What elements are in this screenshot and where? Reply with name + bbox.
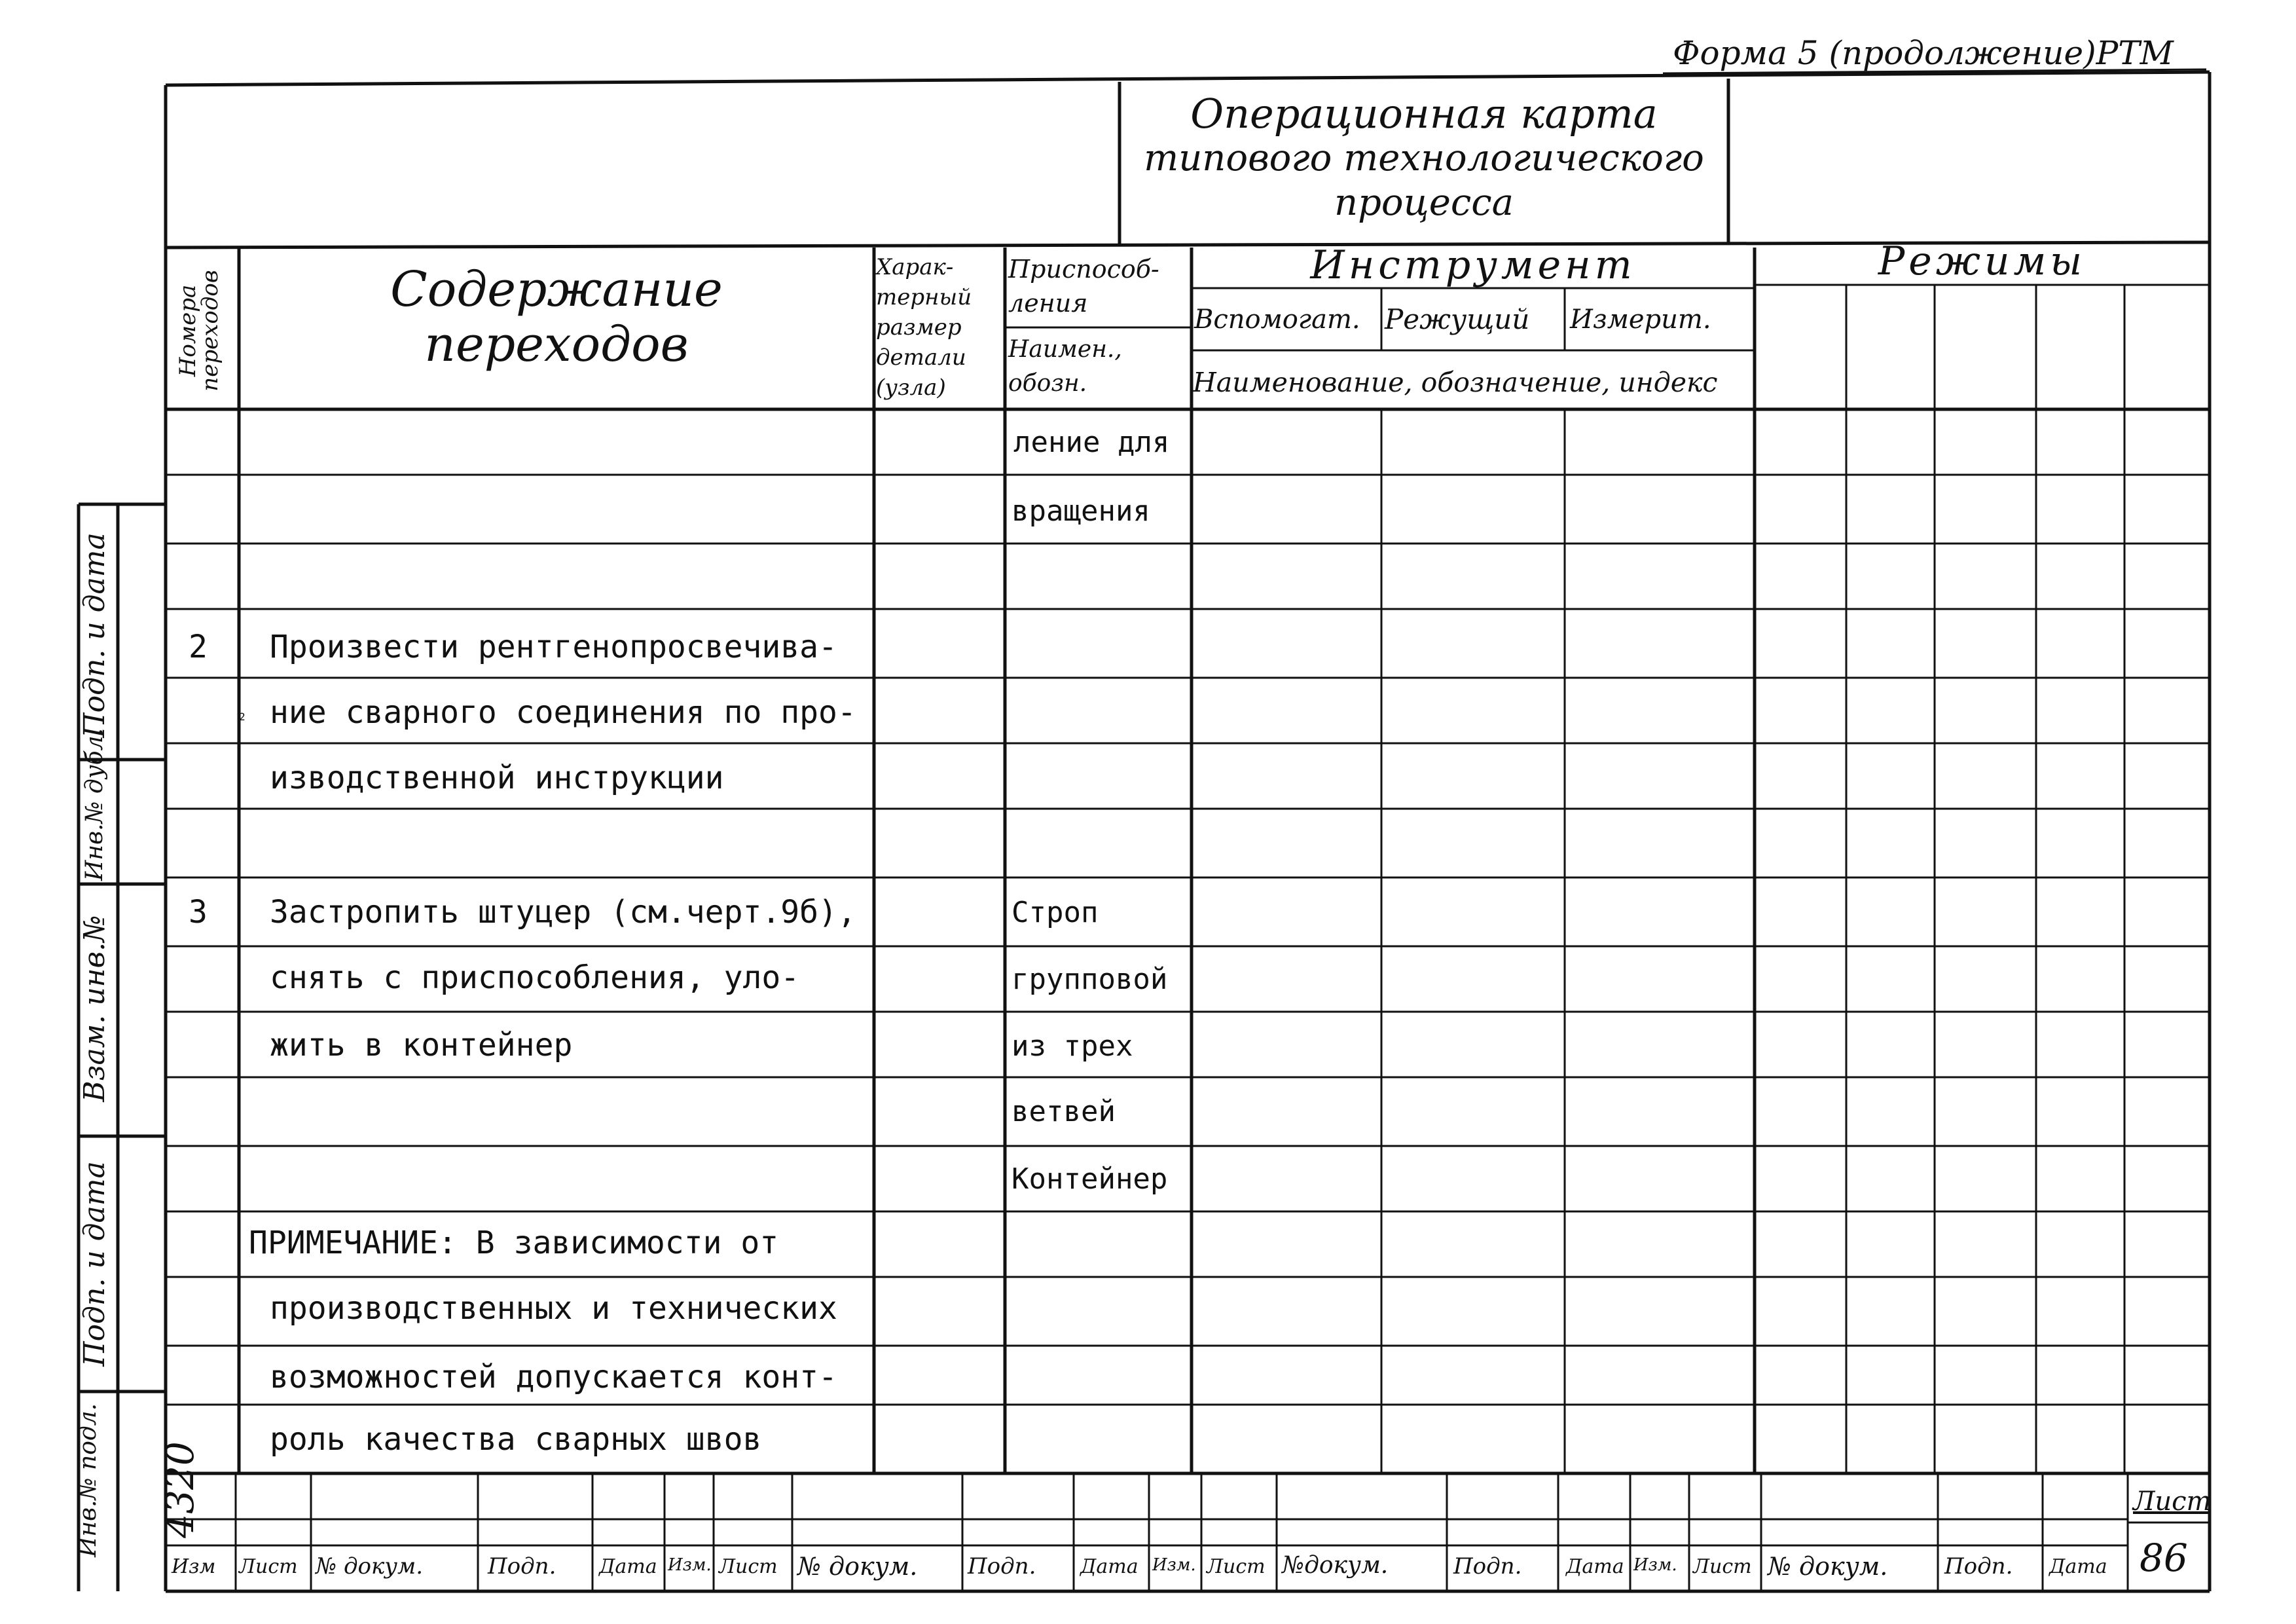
card-title-line2: типового технологического [1144, 137, 1704, 179]
header-content [239, 262, 874, 372]
inventory-number: 4320 [158, 1441, 202, 1538]
side-label-replace-inv: Взам. инв.№ [78, 915, 111, 1102]
fixture-cell: ление для [1013, 426, 1170, 459]
header-instrument-name: Наименование, обозначение, индекс [1193, 367, 1718, 398]
step-content: снять с приспособления, уло- [270, 959, 800, 996]
footer-label: Подп. [968, 1553, 1036, 1579]
card-title [1129, 92, 1719, 225]
header-size-line: детали [876, 344, 966, 371]
footer-label: Подп. [1453, 1553, 1522, 1579]
header-fixture-sub-line: Наимен., [1008, 336, 1122, 363]
header-fixture-line: ления [1008, 289, 1088, 318]
header-fixture-col [1008, 252, 1192, 320]
header-size-line: Харак- [876, 254, 954, 280]
footer-label: Дата [1080, 1555, 1139, 1578]
footer-label: Изм. [1152, 1555, 1196, 1575]
header-size-col [876, 252, 1004, 403]
step-content: Произвести рентгенопросвечива- [270, 629, 837, 665]
note-content: роль качества сварных швов [270, 1421, 762, 1458]
header-content-line2: переходов [424, 316, 689, 373]
form-label: Форма 5 (продолжение)РТМ [1673, 34, 2174, 72]
header-instrument-measuring: Измерит. [1570, 304, 1711, 335]
step-content: жить в контейнер [270, 1027, 573, 1063]
header-size-line: терный [876, 284, 972, 310]
footer-label: Лист [239, 1555, 298, 1578]
fixture-cell: Контейнер [1011, 1162, 1168, 1196]
note-content: ПРИМЕЧАНИЕ: В зависимости от [249, 1225, 779, 1261]
step-content: изводственной инструкции [270, 760, 724, 796]
header-size-line: (узла) [876, 375, 946, 401]
fixture-cell: вращения [1011, 494, 1150, 528]
side-label-orig-inv: Инв.№ подл. [75, 1403, 101, 1557]
header-instrument: Инструмент [1310, 242, 1636, 288]
header-size-line: размер [876, 314, 962, 341]
footer-label: Лист [1207, 1555, 1266, 1578]
step-content: ние сварного соединения по про- [270, 694, 856, 731]
footer-label: №докум. [1282, 1552, 1389, 1579]
side-label-sign-date: Подп. и дата [78, 532, 111, 738]
footer-label: Изм. [668, 1555, 712, 1575]
header-instrument-cutting: Режущий [1385, 303, 1530, 335]
footer-label: Подп. [488, 1553, 556, 1579]
header-fixture-sub [1008, 333, 1192, 401]
footer-label: Дата [599, 1555, 657, 1578]
footer-label: Изм. [1633, 1555, 1677, 1575]
header-instrument-aux: Вспомогат. [1194, 304, 1360, 335]
header-content-line1: Содержание [390, 261, 723, 318]
note-content: производственных и технических [270, 1290, 837, 1327]
footer-label: № докум. [316, 1553, 424, 1579]
step-number: 2 [189, 629, 208, 665]
footer-label: Лист [1693, 1555, 1752, 1578]
footer-label: Дата [2049, 1555, 2107, 1578]
note-content: возможностей допускается конт- [270, 1359, 837, 1395]
side-label-sign-date-2: Подп. и дата [78, 1161, 111, 1367]
card-title-line3: процесса [1334, 181, 1514, 224]
header-fixture-sub-line: обозн. [1008, 370, 1087, 397]
header-num-col: Номера переходов [175, 270, 223, 392]
step-number: 3 [189, 894, 208, 931]
footer-label: Подп. [1944, 1553, 2013, 1579]
fixture-cell: ветвей [1011, 1095, 1116, 1128]
card-title-line1: Операционная карта [1190, 90, 1658, 138]
footer-label: Изм [172, 1555, 216, 1578]
step-content: Застропить штуцер (см.черт.9б), [270, 894, 856, 931]
fixture-cell: групповой [1011, 963, 1168, 996]
side-label-dup-inv: Инв.№ дубл. [81, 728, 108, 881]
fixture-cell: из трех [1011, 1029, 1133, 1063]
footer-label: Лист [719, 1555, 778, 1578]
header-modes: Режимы [1878, 238, 2086, 284]
header-fixture-line: Приспособ- [1008, 255, 1159, 284]
footer-label: Дата [1566, 1555, 1624, 1578]
fixture-cell: Строп [1011, 896, 1099, 929]
footer-label: № докум. [797, 1552, 918, 1581]
footer-label: № докум. [1768, 1552, 1888, 1581]
sheet-number: 86 [2140, 1536, 2188, 1580]
sheet-label: Лист [2133, 1486, 2212, 1517]
